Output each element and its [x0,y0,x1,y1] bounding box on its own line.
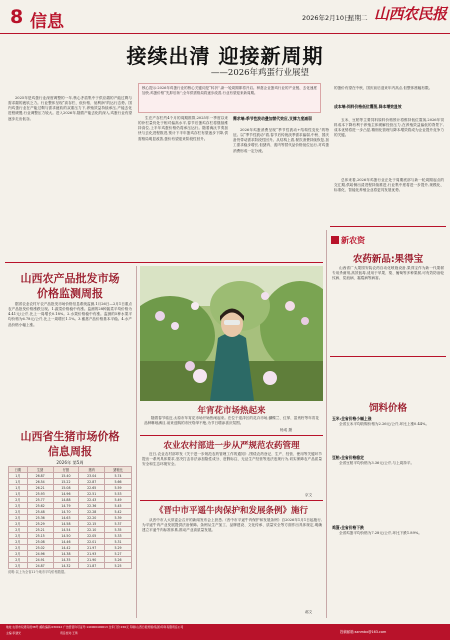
table-cell: 22.01 [79,539,105,545]
news-photo [140,266,323,401]
issue-weekday: 星期二 [348,14,368,22]
footer-contact: 投稿邮箱:sxnmbx@163.com [340,630,387,634]
hog-table-title-line1: 山西省生猪市场价格 [20,430,120,443]
feed-text2: 全省豆粕平均价格为3.36元/公斤,与上周持平。 [339,461,415,465]
table-cell: 15.08 [53,485,79,491]
page-header [0,0,450,34]
table-cell: 1月 [9,473,28,479]
table-cell: 5.66 [105,479,132,485]
table-cell: 25.93 [27,491,53,497]
hog-table-issue: 2026年 第5周 [56,460,84,465]
table-cell: 14.70 [53,509,79,515]
hog-price-table [8,466,132,569]
footer-proof: 责任校对:王琦 [60,631,78,635]
table-cell: 5.35 [105,527,132,533]
table-cell: 2月 [9,563,28,569]
table-cell: 14.79 [53,503,79,509]
photo-credit: 杨成 摄 [280,428,292,432]
newspaper-logo: 山西农民报 [374,5,447,23]
price-monitor-title-line1: 山西农产品批发市场 [20,272,120,285]
table-header-cell: 猪粮比 [105,467,132,473]
table-cell: 22.05 [79,533,105,539]
table-cell: 2月 [9,533,28,539]
divider [136,266,137,618]
table-cell: 14.42 [53,545,79,551]
new-agri-text: 山西省广大果园安装农药自动化喷施设备,果得宝作为新一代果树专用杀菌剂,高效低毒,适用于苹果、梨、葡萄等多种果树,可有效防治轮纹病、炭疽病、霜霉病等病害。 [332,266,444,281]
table-cell: 25.36 [27,515,53,521]
headline: 接续出清 迎接新周期 [126,44,324,68]
table-cell: 25.48 [27,509,53,515]
table-cell: 22.10 [79,527,105,533]
feed-sub2: 豆粕:全省价格稳定 [332,455,364,460]
table-cell: 21.87 [79,563,105,569]
core-tip-box [138,83,321,113]
feed-text3: 全省鸡蛋平均价格为7.28元/公斤,环比下跌1.89%。 [339,531,422,535]
section-name: 信息 [30,12,64,32]
table-cell: 5.37 [105,521,132,527]
table-cell: 21.90 [79,557,105,563]
table-cell: 5.29 [105,545,132,551]
table-cell: 23.04 [79,473,105,479]
issue-date: 2026年2月10日 [302,14,351,22]
footer-editor: 主编:李建光 [6,631,21,635]
divider [330,226,446,227]
table-cell: 15.40 [53,473,79,479]
table-cell: 14.54 [53,527,79,533]
table-cell: 5.74 [105,473,132,479]
feed-price-title: 饲料价格 [368,403,407,414]
table-cell: 21.97 [79,545,105,551]
table-cell: 5.53 [105,491,132,497]
table-header-cell: 生猪 [27,467,53,473]
table-cell: 24.96 [27,551,53,557]
outlook-text: 总体来看,2026年鸡蛋行业正处于周期底部与新一轮周期起点的交汇期,供给侧出清进程持续推进,行业集中度将进一步提升,规模化、标准化、智能化养殖企业将更具发展优势。 [334,178,444,193]
article3-title: 《晋中市平遥牛肉保护和发展条例》施行 [154,506,308,516]
table-cell: 14.46 [53,539,79,545]
table-cell: 14.96 [53,491,79,497]
table-cell: 14.35 [53,557,79,563]
table-cell: 5.45 [105,503,132,509]
table-cell: 5.25 [105,563,132,569]
column-two-text: 生在产存栏约4个月的周期推算,2025年一季度以来的补栏量仍处于相对偏高水平,春节后蛋鸡存栏将继续维持高位,上半年鸡蛋价格仍将承压运行。随着淘汰节奏加快与去化进程推进,预计下半年蛋鸡存栏有望逐步下降,供需格局明显改善,蛋价有望迎来阶段性回升。 [138,116,228,141]
hog-table-title-line2: 信息周报 [48,445,92,458]
table-cell: 26.54 [27,479,53,485]
table-cell: 1月 [9,491,28,497]
table-cell: 25.08 [27,539,53,545]
right-top-text: 的蛋价有望在中秋、国庆前后迎来年内高点,但整体涨幅有限。 [334,86,433,90]
table-row [9,563,132,569]
article3-text: 从晋中市人大常委会召开的新闻发布会上获悉,《晋中市平遥牛肉保护和发展条例》自2026年1月1日起施行,为平遥牛肉产业发展提供法治保障。条例从生产加工、品牌建设、文化传承、质量安全等方面作出具体规定,明确建立平遥牛肉标准体系,推动产业高质量发展。 [142,518,322,533]
table-cell: 2月 [9,539,28,545]
table-cell: 22.65 [79,485,105,491]
table-cell: 5.27 [105,551,132,557]
table-cell: 2月 [9,557,28,563]
table-cell: 5.39 [105,515,132,521]
table-cell: 14.58 [53,521,79,527]
table-cell: 2月 [9,545,28,551]
new-agri-title: 农药新品:果得宝 [352,254,424,265]
table-cell: 2月 [9,527,28,533]
table-cell: 5.49 [105,497,132,503]
divider [140,435,323,436]
table-cell: 25.02 [27,545,53,551]
table-cell: 22.15 [79,521,105,527]
table-cell: 5.26 [105,557,132,563]
feed-sub3: 鸡蛋:全省价格下跌 [332,525,364,530]
table-cell: 24.91 [27,557,53,563]
table-cell: 2月 [9,509,28,515]
table-header-cell: 猪肉 [79,467,105,473]
table-cell: 14.38 [53,551,79,557]
table-cell: 22.51 [79,491,105,497]
feed-text1: 全省玉米平均收购价格为2.26元/公斤,环比上涨0.44%。 [339,422,430,426]
table-cell: 1月 [9,479,28,485]
core-tip-text: 核心提示:2026年鸡蛋行业的核心关键词是“转折”,新一轮周期即将开启。种禽企业蛋鸡行业的产业链、去化速度加快,鸡蛋价格“先抑后扬”;全年供需格局将逐步改善,行业有望迎来新周期。 [142,86,317,95]
table-cell: 14.63 [53,515,79,521]
table-cell: 22.28 [79,509,105,515]
lead-text: 2025年是鸡蛋行业深度调整的一年,核心矛盾集中于供应端的产能过剩与需求端的疲软乏力。行业整体呈现“高存栏、低价格、低利润”的运行态势。国内鸡蛋行业在产能过剩与需求疲软的双重压力下,养殖效益持续承压,产能去化进程缓慢,行业调整压力较大。进入2026年,随着产能去化的深入,鸡蛋行业有望逐步走出低谷。 [8,96,132,121]
cost-text: 玉米、豆粕等主要饲料原料价格预计将维持低位震荡,2026年饲料成本下降有利于养殖主体缓解经营压力,在养殖效益偏低的背景下,成本优势将进一步凸显,精细化管理与降本增效将成为企业提升竞争力的关键。 [334,118,444,138]
table-cell: 25.62 [27,503,53,509]
table-cell: 25.21 [27,527,53,533]
photo-title: 年宵花市场热起来 [197,406,266,416]
article3-author: 郝文 [305,610,313,614]
table-cell: 2月 [9,551,28,557]
table-cell: 26.21 [27,485,53,491]
cost-heading: 成本端:饲料价格低位震荡,降本增效显效 [334,104,402,109]
table-cell: 2月 [9,521,28,527]
table-cell: 14.50 [53,533,79,539]
table-cell: 2月 [9,503,28,509]
table-cell: 5.33 [105,533,132,539]
table-cell: 5.59 [105,485,132,491]
divider [5,262,323,263]
table-cell: 2月 [9,515,28,521]
article2-title: 农业农村部进一步从严规范农药管理 [163,441,300,451]
subheadline: ——2026年鸡蛋行业展望 [210,68,310,78]
table-cell: 1月 [9,485,28,491]
divider [330,356,446,357]
footer-bar [0,624,450,640]
page-number: 8 [10,6,24,28]
feed-sub1: 玉米:全省价格小幅上涨 [332,416,372,421]
table-cell: 14.32 [53,563,79,569]
hog-table-note: 说明:以上为全省11个地市平均价格数据。 [8,570,68,574]
demand-heading: 需求端:季节性波动叠加替代效应,支撑力度减弱 [233,116,312,121]
table-cell: 14.88 [53,497,79,503]
photo-caption: 随着春节临近,太原市年宵花市场开始热闹起来。在位于迎泽区的花卉市场,蝴蝶兰、红掌、富贵籽等年宵花品种琳琅满目,前来选购的市民络绎不绝,为节日增添喜庆氛围。 [144,416,319,426]
table-cell: 24.87 [27,563,53,569]
table-cell: 2月 [9,497,28,503]
table-header-cell: 仔猪 [53,467,79,473]
footer-address: 地址:太原市双塔寺街38号 邮政编码:030012 广告经营许可证号:140000400013 全年订价:156元 印刷:山西日报传媒(集团)印务有限责任公司 [6,625,184,629]
article2-author: 京文 [305,493,313,497]
demand-text: 2026年鸡蛋消费呈现“季节性波动+结构性变化”的特征。以“季节性波动”看,春节后传统淡季需求偏弱,中秋、国庆备货带动需求阶段性回升。从结构上看,餐饮消费持续恢复,加工需求稳步增长,但猪肉、禽肉等替代品价格低位运行,对鸡蛋消费形成一定分流。 [233,128,329,153]
divider [140,500,323,501]
table-cell: 22.20 [79,515,105,521]
table-cell: 22.43 [79,497,105,503]
table-cell: 25.15 [27,533,53,539]
table-cell: 21.93 [79,551,105,557]
table-cell: 26.87 [27,473,53,479]
new-agri-badge [331,236,339,244]
table-cell: 25.29 [27,521,53,527]
new-agri-section: 新农资 [341,236,365,245]
price-monitor-title-line2: 价格监测周报 [37,287,103,300]
article2-text: 近日,农业农村部印发《关于进一步规范农药管理工作的通知》,围绕农药登记、生产、经营、使用等关键环节提出一系列具体要求,坚决打击非法添加隐性成分、虚假标注、无证生产经营等违法违规行为,切实保障农产品质量安全和生态环境安全。 [142,452,322,467]
table-cell: 5.31 [105,539,132,545]
price-monitor-text: 据省农业农村厅农产品批发市场价格信息系统监测,1月26日—2月1日重点农产品批发价格涨跌互现。1.蔬菜价格稳中有涨。监测的28种蔬菜平均价格为4.41元/公斤,比上一周增长0.18%。2.水果价格稳中有涨。监测的5种水果平均价格为6.78元/公斤,比上一周增长1.1%。3.畜禽产品价格基本平稳。4.水产品价格小幅上涨。 [8,302,132,327]
divider [326,230,327,618]
table-cell: 22.87 [79,479,105,485]
table-cell: 25.77 [27,497,53,503]
table-cell: 22.36 [79,503,105,509]
table-cell: 5.42 [105,509,132,515]
table-cell: 15.22 [53,479,79,485]
table-header-cell: 日期 [9,467,28,473]
